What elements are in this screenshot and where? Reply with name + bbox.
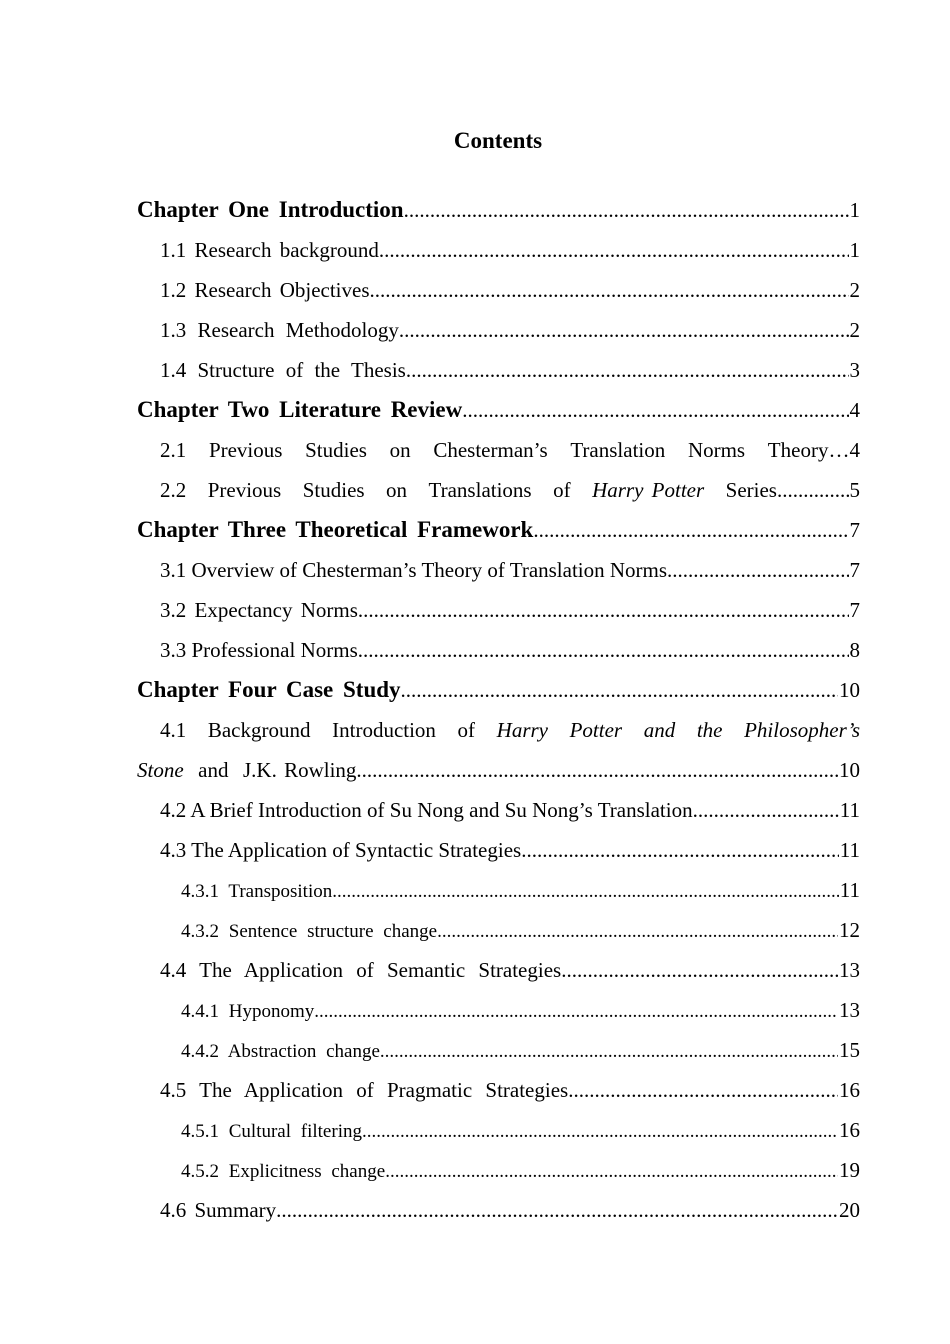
table-of-contents (137, 190, 860, 1230)
toc-page-number: 10 (839, 758, 860, 782)
dot-leader (667, 550, 848, 590)
toc-entry-label: Chapter Four Case Study (137, 677, 401, 702)
toc-page-number: 16 (839, 1078, 860, 1102)
dot-leader (777, 470, 849, 510)
dot-leader (314, 992, 838, 1030)
toc-entry-label: 4.5 The Application of Pragmatic Strategies (160, 1078, 569, 1102)
dot-leader (379, 230, 849, 270)
toc-entry-2-2[interactable] (137, 470, 860, 510)
toc-page-number: 2 (849, 318, 860, 342)
dot-leader (276, 1190, 838, 1230)
toc-entry-label: Stone and J.K. Rowling (137, 758, 357, 782)
toc-page-number: 11 (839, 838, 860, 862)
toc-entry-4-3[interactable] (137, 830, 860, 870)
toc-entry-3-3[interactable] (137, 630, 860, 670)
toc-page-number: 12 (839, 918, 860, 942)
toc-page-number: 11 (839, 878, 860, 902)
toc-page-number: 7 (849, 598, 860, 622)
toc-chapter-four[interactable] (137, 670, 860, 710)
toc-entry-label: 4.3.2 Sentence structure change (181, 921, 438, 942)
toc-entry-4-4-1[interactable] (137, 990, 860, 1030)
toc-page-number: 10 (839, 678, 860, 702)
dot-leader (358, 630, 849, 670)
toc-entry-label: Chapter Two Literature Review (137, 397, 463, 422)
toc-entry-4-4-2[interactable] (137, 1030, 860, 1070)
toc-entry-label: 4.3.1 Transposition (181, 881, 333, 902)
toc-page-number: 4 (849, 438, 860, 462)
toc-page-number: 15 (839, 1038, 860, 1062)
toc-entry-label: 1.4 Structure of the Thesis (160, 358, 406, 382)
toc-page-number: 16 (839, 1118, 860, 1142)
toc-entry-label: 4.4.2 Abstraction change (181, 1041, 380, 1062)
toc-entry-4-3-2[interactable] (137, 910, 860, 950)
dot-leader (385, 1152, 838, 1190)
toc-entry-label: 1.1 Research background (160, 238, 379, 262)
dot-leader (399, 310, 849, 350)
toc-entry-label: 2.1 Previous Studies on Chesterman’s Translation Norms Theory… (160, 438, 850, 462)
toc-page-number: 7 (849, 558, 860, 582)
toc-page-number: 1 (849, 238, 860, 262)
toc-entry-label: 4.3 The Application of Syntactic Strategies (160, 838, 522, 862)
dot-leader (404, 190, 849, 230)
toc-page-number: 1 (849, 198, 860, 222)
dot-leader (370, 270, 849, 310)
dot-leader (437, 912, 838, 950)
dot-leader (380, 1032, 838, 1070)
toc-entry-1-2[interactable] (137, 270, 860, 310)
toc-entry-4-6[interactable] (137, 1190, 860, 1230)
toc-entry-4-5-1[interactable] (137, 1110, 860, 1150)
toc-entry-4-1[interactable] (137, 710, 860, 750)
toc-entry-label: 1.2 Research Objectives (160, 278, 370, 302)
toc-page-number: 13 (839, 958, 860, 982)
dot-leader (561, 950, 838, 990)
toc-entry-label: 2.2 Previous Studies on Translations of Harry Potter Series (160, 478, 777, 502)
toc-page-number: 2 (849, 278, 860, 302)
dot-leader (358, 590, 849, 630)
toc-entry-label: 4.5.1 Cultural filtering (181, 1121, 362, 1142)
toc-page-number: 11 (839, 798, 860, 822)
toc-page-number: 8 (849, 638, 860, 662)
toc-entry-label: 3.1 Overview of Chesterman’s Theory of Translation Norms (160, 558, 668, 582)
toc-page-number: 19 (839, 1158, 860, 1182)
toc-page-number: 13 (839, 998, 860, 1022)
toc-entry-4-1-continued[interactable] (137, 750, 860, 790)
toc-entry-label: 4.4 The Application of Semantic Strategies (160, 958, 562, 982)
toc-entry-label: 3.3 Professional Norms (160, 638, 358, 662)
toc-entry-4-4[interactable] (137, 950, 860, 990)
toc-chapter-one[interactable] (137, 190, 860, 230)
toc-entry-label: 4.5.2 Explicitness change (181, 1161, 386, 1182)
toc-entry-4-5[interactable] (137, 1070, 860, 1110)
toc-entry-2-1[interactable] (137, 430, 860, 470)
toc-entry-3-2[interactable] (137, 590, 860, 630)
toc-page-number: 7 (849, 518, 860, 542)
toc-chapter-three[interactable] (137, 510, 860, 550)
dot-leader (406, 350, 849, 390)
dot-leader (568, 1070, 838, 1110)
toc-entry-1-1[interactable] (137, 230, 860, 270)
toc-entry-label: 3.2 Expectancy Norms (160, 598, 358, 622)
dot-leader (462, 390, 848, 430)
toc-page-number: 3 (849, 358, 860, 382)
dot-leader (356, 750, 838, 790)
toc-entry-label: 1.3 Research Methodology (160, 318, 399, 342)
dot-leader (693, 790, 839, 830)
toc-entry-1-4[interactable] (137, 350, 860, 390)
toc-entry-label: 4.4.1 Hyponomy (181, 1001, 315, 1022)
dot-leader (401, 670, 838, 710)
toc-chapter-two[interactable] (137, 390, 860, 430)
dot-leader (533, 510, 848, 550)
dot-leader (332, 872, 839, 910)
toc-entry-label: Chapter Three Theoretical Framework (137, 517, 534, 542)
toc-entry-label: 4.2 A Brief Introduction of Su Nong and Su Nong’s Translation (160, 798, 693, 822)
dot-leader (362, 1112, 838, 1150)
toc-entry-3-1[interactable] (137, 550, 860, 590)
dot-leader (521, 830, 839, 870)
toc-entry-4-5-2[interactable] (137, 1150, 860, 1190)
toc-entry-1-3[interactable] (137, 310, 860, 350)
toc-entry-4-2[interactable] (137, 790, 860, 830)
toc-page-number: 4 (849, 398, 860, 422)
page-title: Contents (453, 128, 543, 153)
toc-page-number: 5 (849, 478, 860, 502)
toc-entry-label: 4.6 Summary (160, 1198, 277, 1222)
toc-entry-label: 4.1 Background Introduction of Harry Potter and the Philosopher’s (160, 718, 860, 742)
toc-entry-4-3-1[interactable] (137, 870, 860, 910)
toc-entry-label: Chapter One Introduction (137, 197, 404, 222)
toc-page-number: 20 (839, 1198, 860, 1222)
